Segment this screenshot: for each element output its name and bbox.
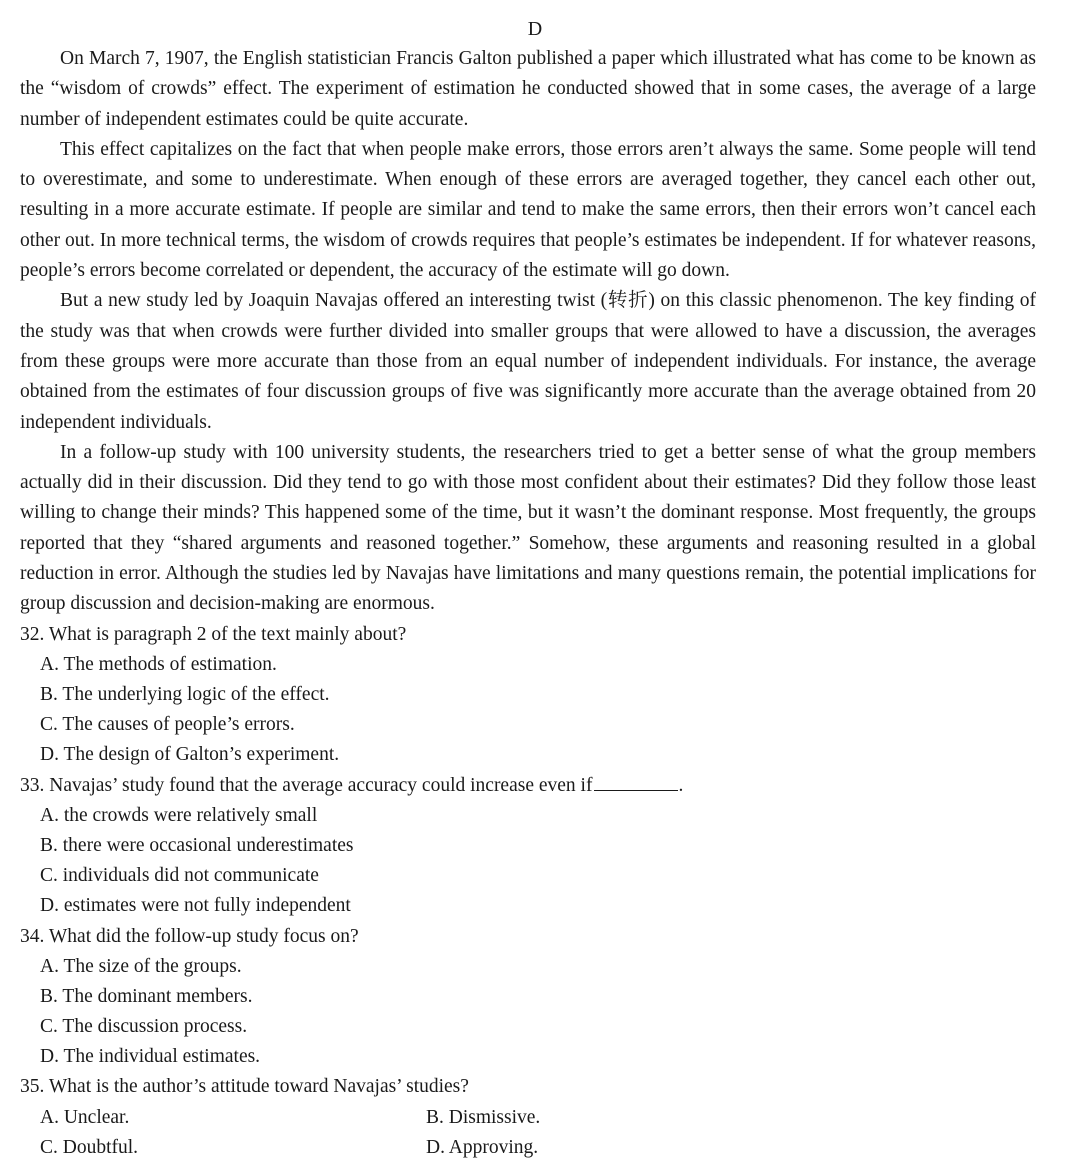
- option-d[interactable]: D. estimates were not fully independent: [40, 895, 351, 917]
- section-label: D: [527, 18, 543, 40]
- question-stem: 35. What is the author’s attitude toward Navajas’ studies?: [20, 1076, 469, 1098]
- option-a[interactable]: A. Unclear.: [40, 1106, 130, 1128]
- question-stem-line: [20, 771, 1036, 801]
- question-stem: 33. Navajas’ study found that the average accuracy could increase even if: [20, 774, 593, 796]
- option-d[interactable]: D. Approving.: [426, 1136, 539, 1158]
- option-d[interactable]: D. The design of Galton’s experiment.: [40, 744, 340, 766]
- passage-paragraph-4: In a follow-up study with 100 university students, the researchers tried to get a better sense of what the group members actually did in their discussion. Did they tend to go with those most confident about their estimates? Did they follow those least willing to change their minds? This happened some of the time, but it wasn’t the dominant response. Most frequently, the groups reported that they “shared arguments and reasoned together.” Somehow, these arguments and reasoning resulted in a global reduction in error. Although the studies led by Navajas have limitations and many questions remain, the potential implications for group discussion and decision-making are enormous.: [20, 441, 1036, 615]
- question-32: [20, 620, 1036, 771]
- passage-paragraph-1: On March 7, 1907, the English statistician Francis Galton published a paper which illustrated what has come to be known as the “wisdom of crowds” effect. The experiment of estimation he conducted showed that in some cases, the average of a large number of independent estimates could be quite accurate.: [20, 48, 1036, 130]
- question-stem: 32. What is paragraph 2 of the text mainly about?: [20, 623, 407, 645]
- options-row-1: [20, 1103, 1036, 1133]
- answer-blank: [594, 771, 678, 791]
- stem-end: .: [678, 774, 684, 796]
- option-c[interactable]: C. Doubtful.: [40, 1136, 139, 1158]
- reading-passage: [20, 44, 1036, 620]
- option-b[interactable]: B. there were occasional underestimates: [40, 834, 354, 856]
- option-a[interactable]: A. The size of the groups.: [40, 955, 242, 977]
- option-b[interactable]: B. Dismissive.: [426, 1106, 541, 1128]
- passage-paragraph-3: But a new study led by Joaquin Navajas offered an interesting twist (转折) on this classic phenomenon. The key finding of the study was that when crowds were further divided into smaller groups that were allowed to have a discussion, the averages from these groups were more accurate than those from an equal number of independent individuals. For instance, the average obtained from the estimates of four discussion groups of five was significantly more accurate than the average obtained from 20 independent individuals.: [20, 290, 1036, 433]
- option-c[interactable]: C. The causes of people’s errors.: [40, 714, 295, 736]
- option-a[interactable]: A. the crowds were relatively small: [40, 804, 318, 826]
- question-35: [20, 1072, 1036, 1163]
- passage-paragraph-2: This effect capitalizes on the fact that when people make errors, those errors aren’t always the same. Some people will tend to overestimate, and some to underestimate. When enough of these errors are averaged together, they cancel each other out, resulting in a more accurate estimate. If people are similar and tend to make the same errors, then their errors won’t cancel each other out. In more technical terms, the wisdom of crowds requires that people’s estimates be independent. If for whatever reasons, people’s errors become correlated or dependent, the accuracy of the estimate will go down.: [20, 138, 1036, 282]
- options-row-2: [20, 1133, 1036, 1163]
- option-c[interactable]: C. individuals did not communicate: [40, 865, 319, 887]
- option-c[interactable]: C. The discussion process.: [40, 1016, 248, 1038]
- question-stem: 34. What did the follow-up study focus on?: [20, 925, 359, 947]
- question-33: [20, 771, 1036, 922]
- option-b[interactable]: B. The dominant members.: [40, 985, 253, 1007]
- question-34: [20, 922, 1036, 1073]
- option-a[interactable]: A. The methods of estimation.: [40, 653, 277, 675]
- option-d[interactable]: D. The individual estimates.: [40, 1046, 261, 1068]
- option-b[interactable]: B. The underlying logic of the effect.: [40, 684, 330, 706]
